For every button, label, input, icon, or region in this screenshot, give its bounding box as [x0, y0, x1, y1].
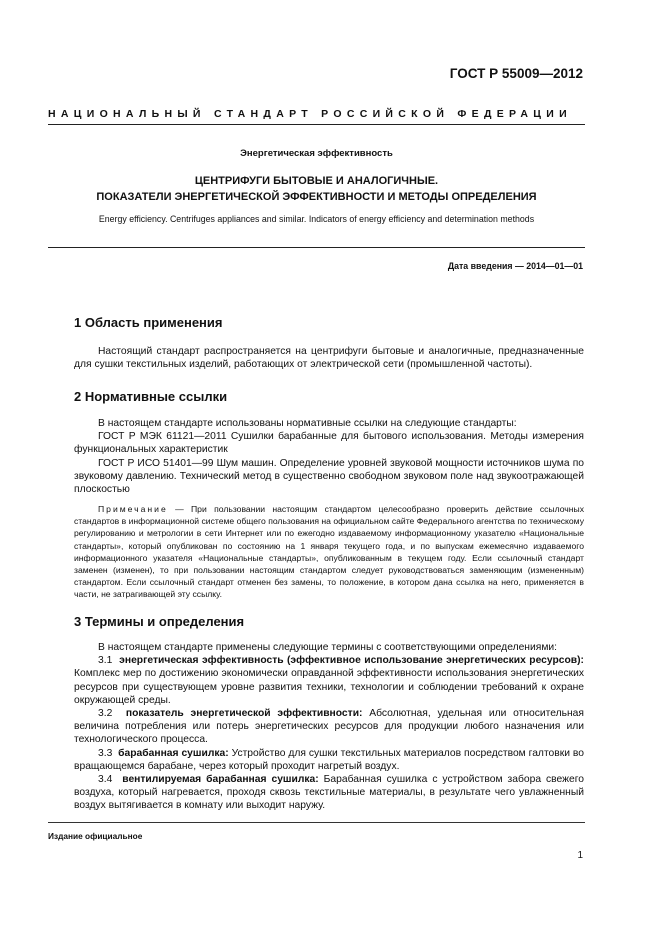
header-rule: [48, 124, 585, 125]
section-2-intro: В настоящем стандарте использованы нормативные ссылки на следующие стандарты:: [98, 418, 517, 429]
document-title-english: Energy efficiency. Centrifuges appliances and similar. Indicators of energy efficiency and determination methods: [98, 214, 535, 224]
term-3-4: [74, 773, 584, 813]
title-line-2: ПОКАЗАТЕЛИ ЭНЕРГЕТИЧЕСКОЙ ЭФФЕКТИВНОСТИ И МЕТОДЫ ОПРЕДЕЛЕНИЯ: [96, 191, 537, 203]
title-rule: [48, 247, 585, 248]
section-1-text: Настоящий стандарт распространяется на центрифуги бытовые и аналогичные, предназначенные для сушки текстильных изделий, работающих от электрической сети (промышленной частоты).: [74, 346, 584, 371]
term-3-3: [74, 747, 584, 773]
document-code: ГОСТ Р 55009—2012: [449, 66, 583, 81]
official-edition-label: Издание официальное: [48, 831, 143, 841]
term-number: 3.4: [98, 774, 113, 786]
section-2-note: [74, 503, 584, 601]
term-number: 3.2: [98, 708, 113, 720]
term-name: вентилируемая барабанная сушилка:: [122, 774, 319, 786]
page-number: 1: [577, 850, 583, 861]
section-2-body: [74, 417, 584, 496]
title-line-1: ЦЕНТРИФУГИ БЫТОВЫЕ И АНАЛОГИЧНЫЕ.: [194, 175, 439, 187]
term-name: энергетическая эффективность (эффективное использование энергетических ресурсов):: [119, 655, 584, 667]
term-name: показатель энергетической эффективности:: [125, 708, 363, 720]
national-standard-heading: НАЦИОНАЛЬНЫЙ СТАНДАРТ РОССИЙСКОЙ ФЕДЕРАЦИИ: [48, 108, 572, 120]
reference-1: ГОСТ Р МЭК 61121—2011 Сушилки барабанные для бытового использования. Методы измерения функциональных характеристик: [74, 431, 584, 456]
document-subject: Энергетическая эффективность: [240, 148, 393, 159]
introduction-date: Дата введения — 2014—01—01: [447, 261, 583, 271]
term-number: 3.3: [98, 747, 113, 759]
term-3-1: [74, 654, 584, 707]
term-name: барабанная сушилка:: [118, 747, 229, 759]
term-definition: Барабанная сушилка с устройством забора свежего воздуха, который нагревается, проходя сквозь текстильные материалы, в результате чего увлажненный воздух вытягивается в комнату или выходит наружу.: [74, 774, 584, 812]
reference-2: ГОСТ Р ИСО 51401—99 Шум машин. Определение уровней звуковой мощности источников шума по звуковому давлению. Технический метод в существенно свободном звуковом поле над звукоотражающей плоскостью: [74, 457, 584, 496]
term-definition: Комплекс мер по достижению экономически оправданной эффективности использования энергетических ресурсов при существующем уровне развития техники, технологии и соблюдении требований к охране окружающей среды.: [74, 668, 584, 706]
note-text: — При пользовании настоящим стандартом целесообразно проверить действие ссылочных стандартов в информационной системе общего пользования на официальном сайте Федерального агентства по техническому регулированию и метрологии в сети Интернет или по ежегодно издаваемому информационному указателю «Национальные стандарты», который опубликован по состоянию на 1 января текущего года, и по выпускам ежемесячно издаваемого информационного указателя «Национальные стандарты», опубликованным в текущем году. Если ссылочный стандарт заменен (изменен), то при пользовании настоящим стандартом следует руководствоваться заменяющим (измененным) стандартом. Если ссылочный стандарт отменен без замены, то положение, в котором дана ссылка на него, применяется в части, не затрагивающей эту ссылку.: [74, 504, 584, 600]
section-3-intro: В настоящем стандарте применены следующие термины с соответствующими определениями:: [98, 642, 558, 653]
term-number: 3.1: [98, 655, 113, 667]
section-3-body: [74, 641, 584, 813]
note-label: Примечание: [98, 504, 168, 514]
section-1-title: 1 Область применения: [74, 315, 223, 330]
term-3-2: [74, 707, 584, 747]
term-definition: Устройство для сушки текстильных материалов посредством галтовки во вращающемся барабане, через который проходит нагретый воздух.: [74, 747, 584, 772]
section-3-title: 3 Термины и определения: [74, 614, 245, 629]
term-definition: Абсолютная, удельная или относительная величина потребления или потерь энергетических ресурсов для продукции любого назначения или технологического процесса.: [74, 708, 584, 746]
footer-rule: [48, 822, 585, 823]
section-2-title: 2 Нормативные ссылки: [74, 389, 228, 404]
document-title: [48, 173, 585, 205]
section-1-body: [74, 345, 584, 371]
